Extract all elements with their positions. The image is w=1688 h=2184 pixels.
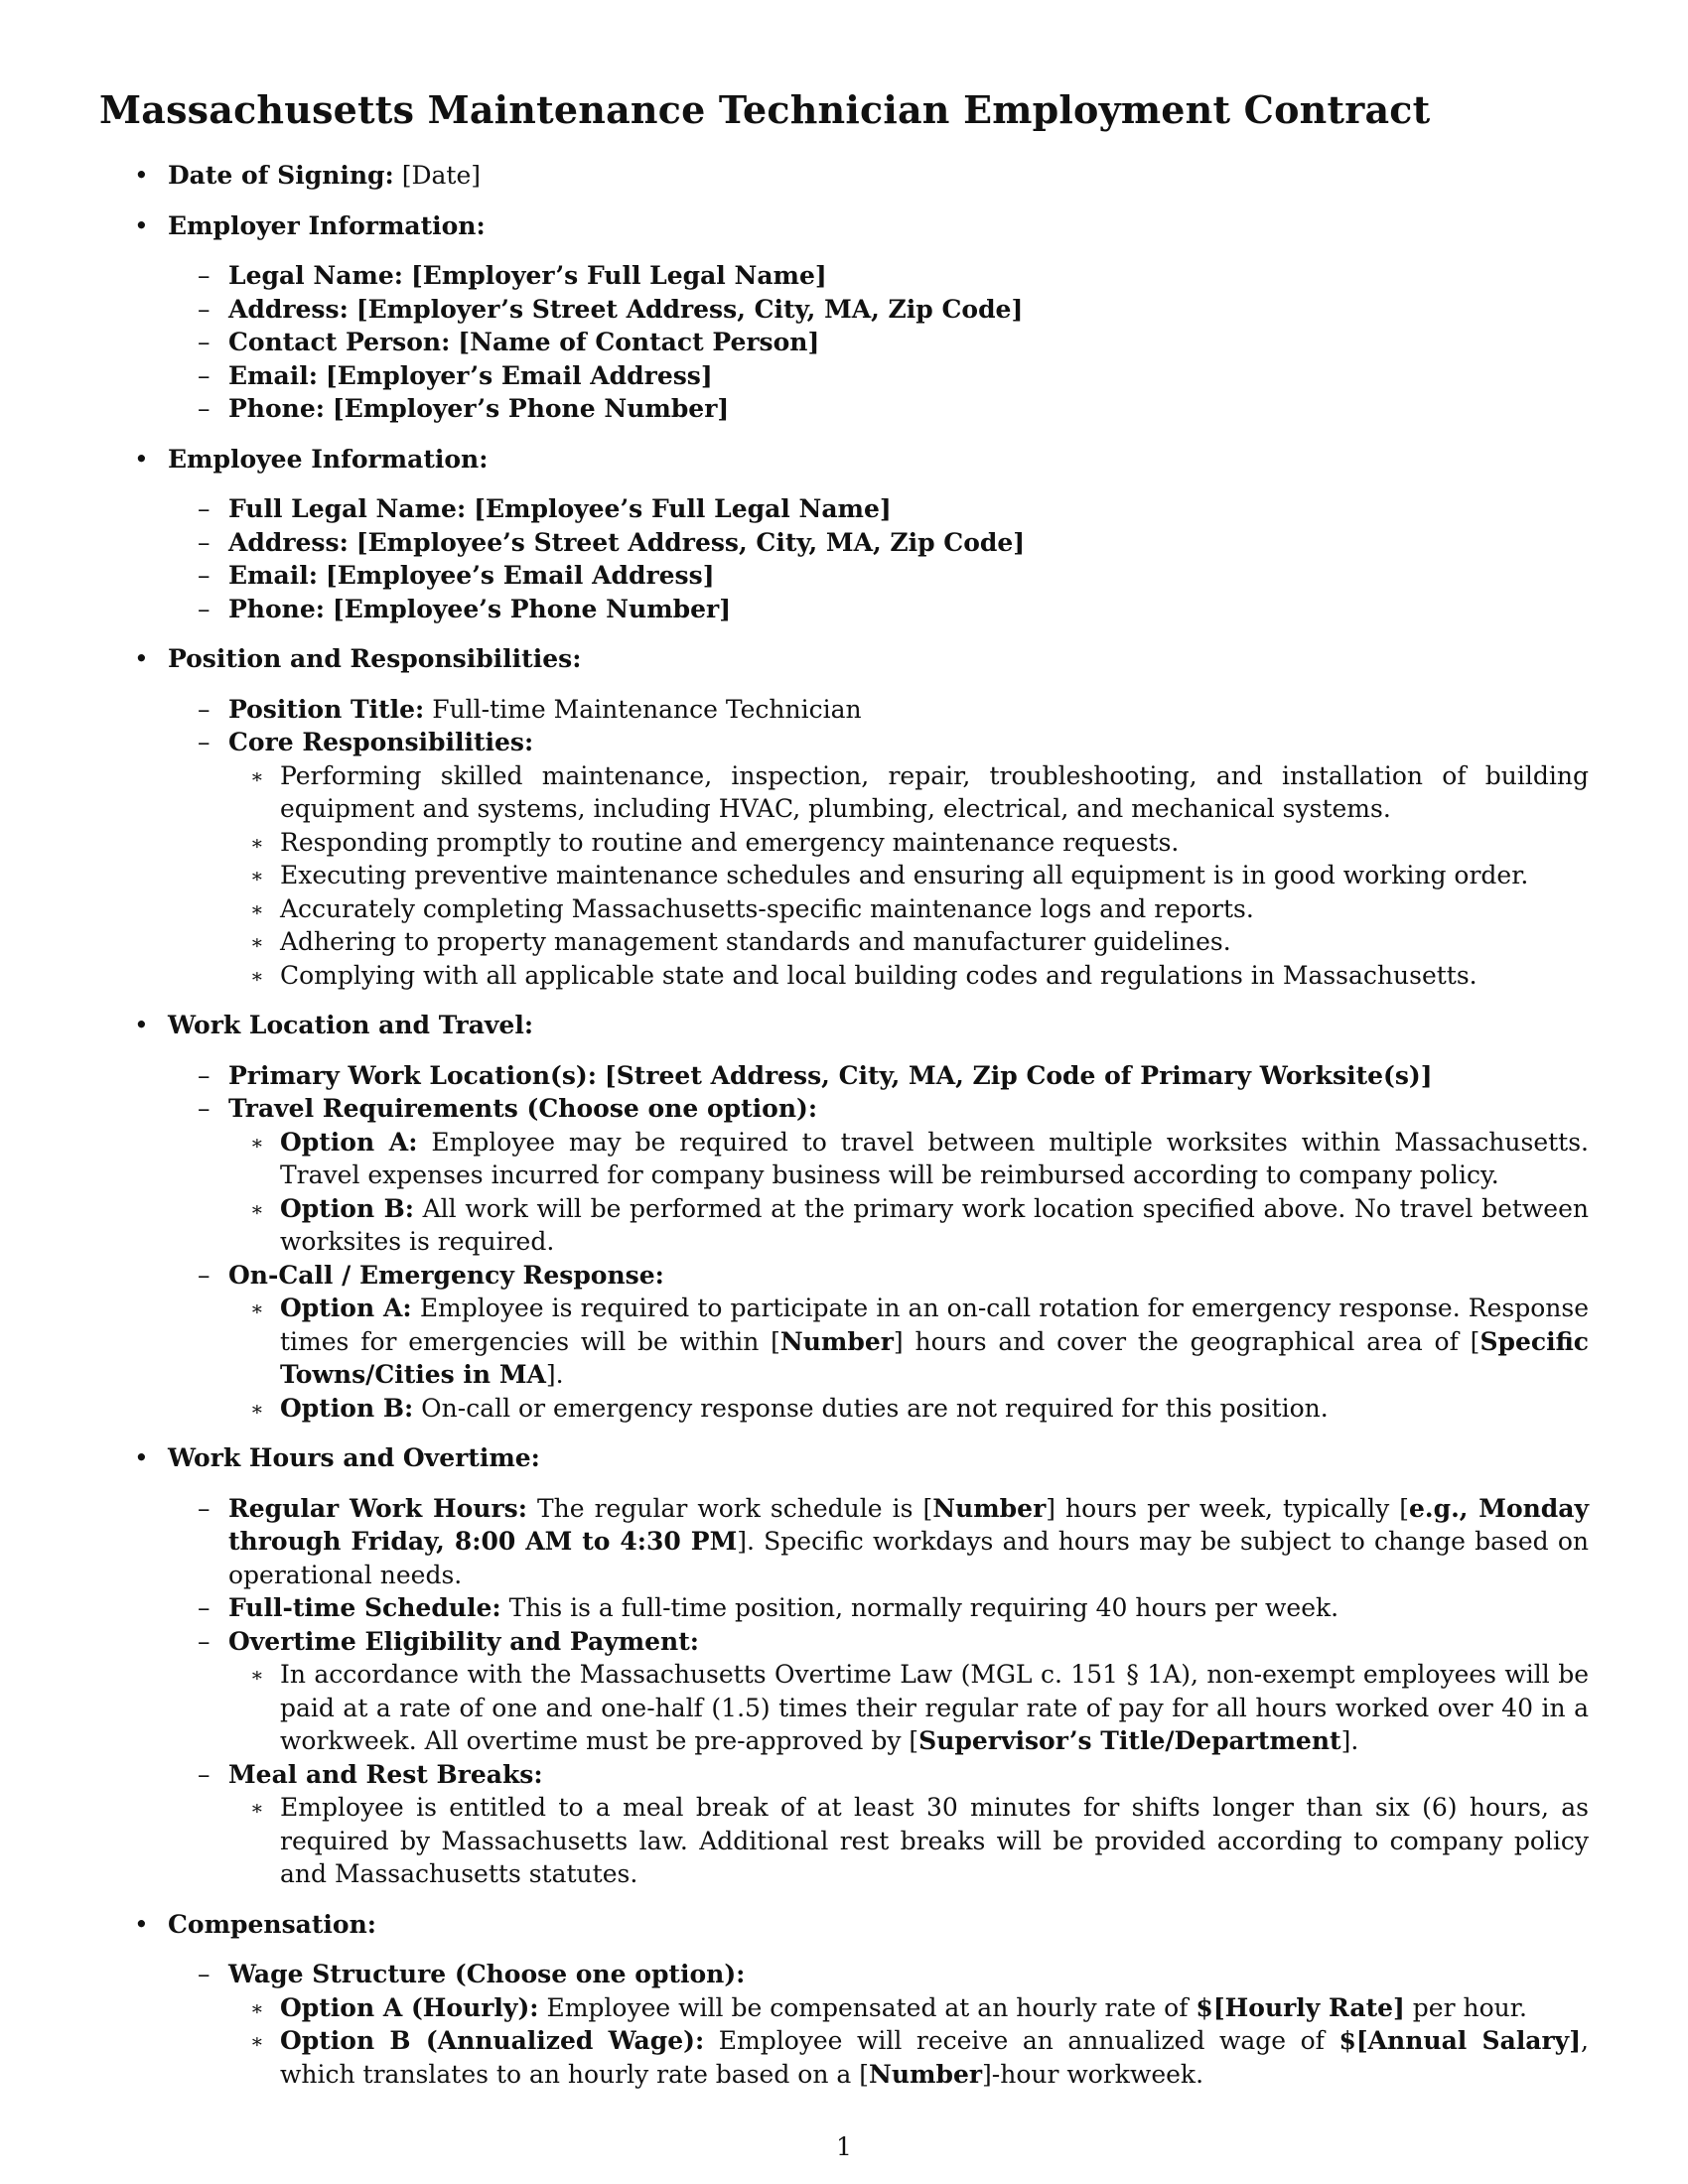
- list-item: – Legal Name: [Employer’s Full Legal Name]: [198, 261, 827, 290]
- page-title: Massachusetts Maintenance Technician Employment Contract: [99, 87, 1431, 132]
- list-item: – Address: [Employee’s Street Address, City, MA, Zip Code]: [198, 527, 1026, 557]
- list-item: – Email: [Employee’s Email Address]: [198, 561, 715, 590]
- list-item: – Overtime Eligibility and Payment: ∗ In accordance with the Massachusetts Overtime Law (MGL c. 151 § 1A), non-exempt employees will be paid at a rate of one and one-half (1.5) times their regular rate of pay for all hours worked over 40 in a workweek. All overtime must be pre-approved by [Supervisor’s Title/Department].: [168, 1625, 1589, 1758]
- section-heading: Position and Responsibilities:: [168, 644, 582, 673]
- list-item: – Phone: [Employee’s Phone Number]: [198, 594, 732, 623]
- list-item: – Phone: [Employer’s Phone Number]: [198, 394, 730, 423]
- contract-body: [99, 159, 1589, 2108]
- section-heading: Compensation:: [168, 1909, 376, 1939]
- list-item: – Regular Work Hours: The regular work schedule is [Number] hours per week, typically [e.g., Monday through Friday, 8:00 AM to 4:30 PM]. Specific workdays and hours may be subject to change based on operational needs.: [198, 1493, 1590, 1589]
- responsibility-item: ∗ Adhering to property management standards and manufacturer guidelines.: [250, 927, 1231, 956]
- list-item: – Full-time Schedule: This is a full-time position, normally requiring 40 hours per week.: [198, 1593, 1339, 1622]
- bullet: •: [134, 1443, 149, 1472]
- breaks-item: ∗ Employee is entitled to a meal break of at least 30 minutes for shifts longer than six (6) hours, as required by Massachusetts law. Additional rest breaks will be provided according to company policy and Massachusetts statutes.: [250, 1793, 1589, 1888]
- bullet: •: [134, 444, 149, 474]
- list-item: – Wage Structure (Choose one option): ∗ Option A (Hourly): Employee will be compensated at an hourly rate of $[Hourly Rate] per hour. ∗ Option B (Annualized Wage): Employee will receive an annualized wage of $[Annual Salary], which translates to an hourly rate based on a [Number]-hour workweek.: [168, 1958, 1589, 2091]
- option-item: ∗ Option A: Employee may be required to travel between multiple worksites within Massachusetts. Travel expenses incurred for company business will be reimbursed according to company policy.: [250, 1127, 1590, 1189]
- bullet: •: [134, 1909, 149, 1939]
- date-label: Date of Signing:: [168, 161, 394, 190]
- list-item: – Contact Person: [Name of Contact Person]: [198, 328, 820, 356]
- option-item: ∗ Option A (Hourly): Employee will be compensated at an hourly rate of $[Hourly Rate] per hour.: [250, 1992, 1527, 2022]
- overtime-item: ∗ In accordance with the Massachusetts Overtime Law (MGL c. 151 § 1A), non-exempt employees will be paid at a rate of one and one-half (1.5) times their regular rate of pay for all hours worked over 40 in a workweek. All overtime must be pre-approved by [Supervisor’s Title/Department].: [250, 1660, 1589, 1755]
- section-compensation: [99, 1908, 1589, 2092]
- bullet: •: [134, 644, 149, 673]
- list-item: – Full Legal Name: [Employee’s Full Legal Name]: [198, 494, 892, 523]
- list-item: – Primary Work Location(s): [Street Address, City, MA, Zip Code of Primary Worksite(s)]: [198, 1060, 1433, 1090]
- list-item: – Travel Requirements (Choose one option): ∗ Option A: Employee may be required to travel between multiple worksites within Massachusetts. Travel expenses incurred for company business will be reimbursed according to company policy. ∗ Option B: All work will be performed at the primary work location specified above. No travel between worksites is required.: [168, 1092, 1589, 1259]
- responsibility-item: ∗ Performing skilled maintenance, inspection, repair, troubleshooting, and installation of building equipment and systems, including HVAC, plumbing, electrical, and mechanical systems.: [250, 760, 1589, 823]
- option-item: ∗ Option A: Employee is required to participate in an on-call rotation for emergency response. Response times for emergencies will be within [Number] hours and cover the geographical area of [Specific Towns/Cities in MA].: [250, 1294, 1590, 1389]
- option-item: ∗ Option B: All work will be performed at the primary work location specified above. No travel between worksites is required.: [250, 1193, 1589, 1256]
- section-position: [99, 642, 1589, 992]
- responsibility-item: ∗ Accurately completing Massachusetts-specific maintenance logs and reports.: [250, 893, 1254, 923]
- section-heading: Work Hours and Overtime:: [168, 1443, 540, 1472]
- list-item: – Position Title: Full-time Maintenance Technician: [198, 694, 862, 724]
- list-item: – Email: [Employer’s Email Address]: [198, 360, 713, 390]
- section-heading: Employee Information:: [168, 444, 489, 474]
- document-page: [99, 0, 1589, 2184]
- responsibility-item: ∗ Complying with all applicable state and local building codes and regulations in Massachusetts.: [250, 960, 1477, 990]
- list-item: – Core Responsibilities: ∗ Performing skilled maintenance, inspection, repair, troubleshooting, and installation of building equipment and systems, including HVAC, plumbing, electrical, and mechanical systems. ∗ Responding promptly to routine and emergency maintenance requests. ∗ Executing preventive maintenance schedules and ensuring all equipment is in good working order. ∗ Accurately completing Massachusetts-specific maintenance logs and reports. ∗ Adhering to property management standards and manufacturer guidelines. ∗ Complying with all applicable state and local building codes and regulations in Massachusetts.: [168, 726, 1589, 992]
- list-item: – Meal and Rest Breaks: ∗ Employee is entitled to a meal break of at least 30 minutes for shifts longer than six (6) hours, as required by Massachusetts law. Additional rest breaks will be provided according to company policy and Massachusetts statutes.: [168, 1758, 1589, 1891]
- date-value: [Date]: [401, 161, 482, 190]
- bullet: •: [134, 210, 149, 240]
- section-heading: Work Location and Travel:: [168, 1011, 534, 1039]
- section-employee: [99, 443, 1589, 626]
- option-item: ∗ Option B: On-call or emergency response duties are not required for this position.: [250, 1393, 1329, 1423]
- list-item: – On-Call / Emergency Response: ∗ Option A: Employee is required to participate in an on-call rotation for emergency response. Response times for emergencies will be within [Number] hours and cover the geographical area of [Specific Towns/Cities in MA]. ∗ Option B: On-call or emergency response duties are not required for this position.: [168, 1259, 1589, 1426]
- page-number: 1: [836, 2132, 852, 2161]
- responsibility-item: ∗ Executing preventive maintenance schedules and ensuring all equipment is in good working order.: [250, 861, 1529, 889]
- option-item: ∗ Option B (Annualized Wage): Employee will receive an annualized wage of $[Annual Salary], which translates to an hourly rate based on a [Number]-hour workweek.: [250, 2026, 1589, 2089]
- list-item: – Address: [Employer’s Street Address, City, MA, Zip Code]: [198, 294, 1024, 324]
- section-location: [99, 1009, 1589, 1425]
- bullet: •: [134, 1011, 149, 1039]
- section-hours: [99, 1441, 1589, 1891]
- list-item-date: [99, 159, 1589, 193]
- section-employer: [99, 209, 1589, 426]
- bullet: •: [134, 161, 149, 190]
- section-heading: Employer Information:: [168, 210, 486, 240]
- responsibility-item: ∗ Responding promptly to routine and emergency maintenance requests.: [250, 827, 1180, 857]
